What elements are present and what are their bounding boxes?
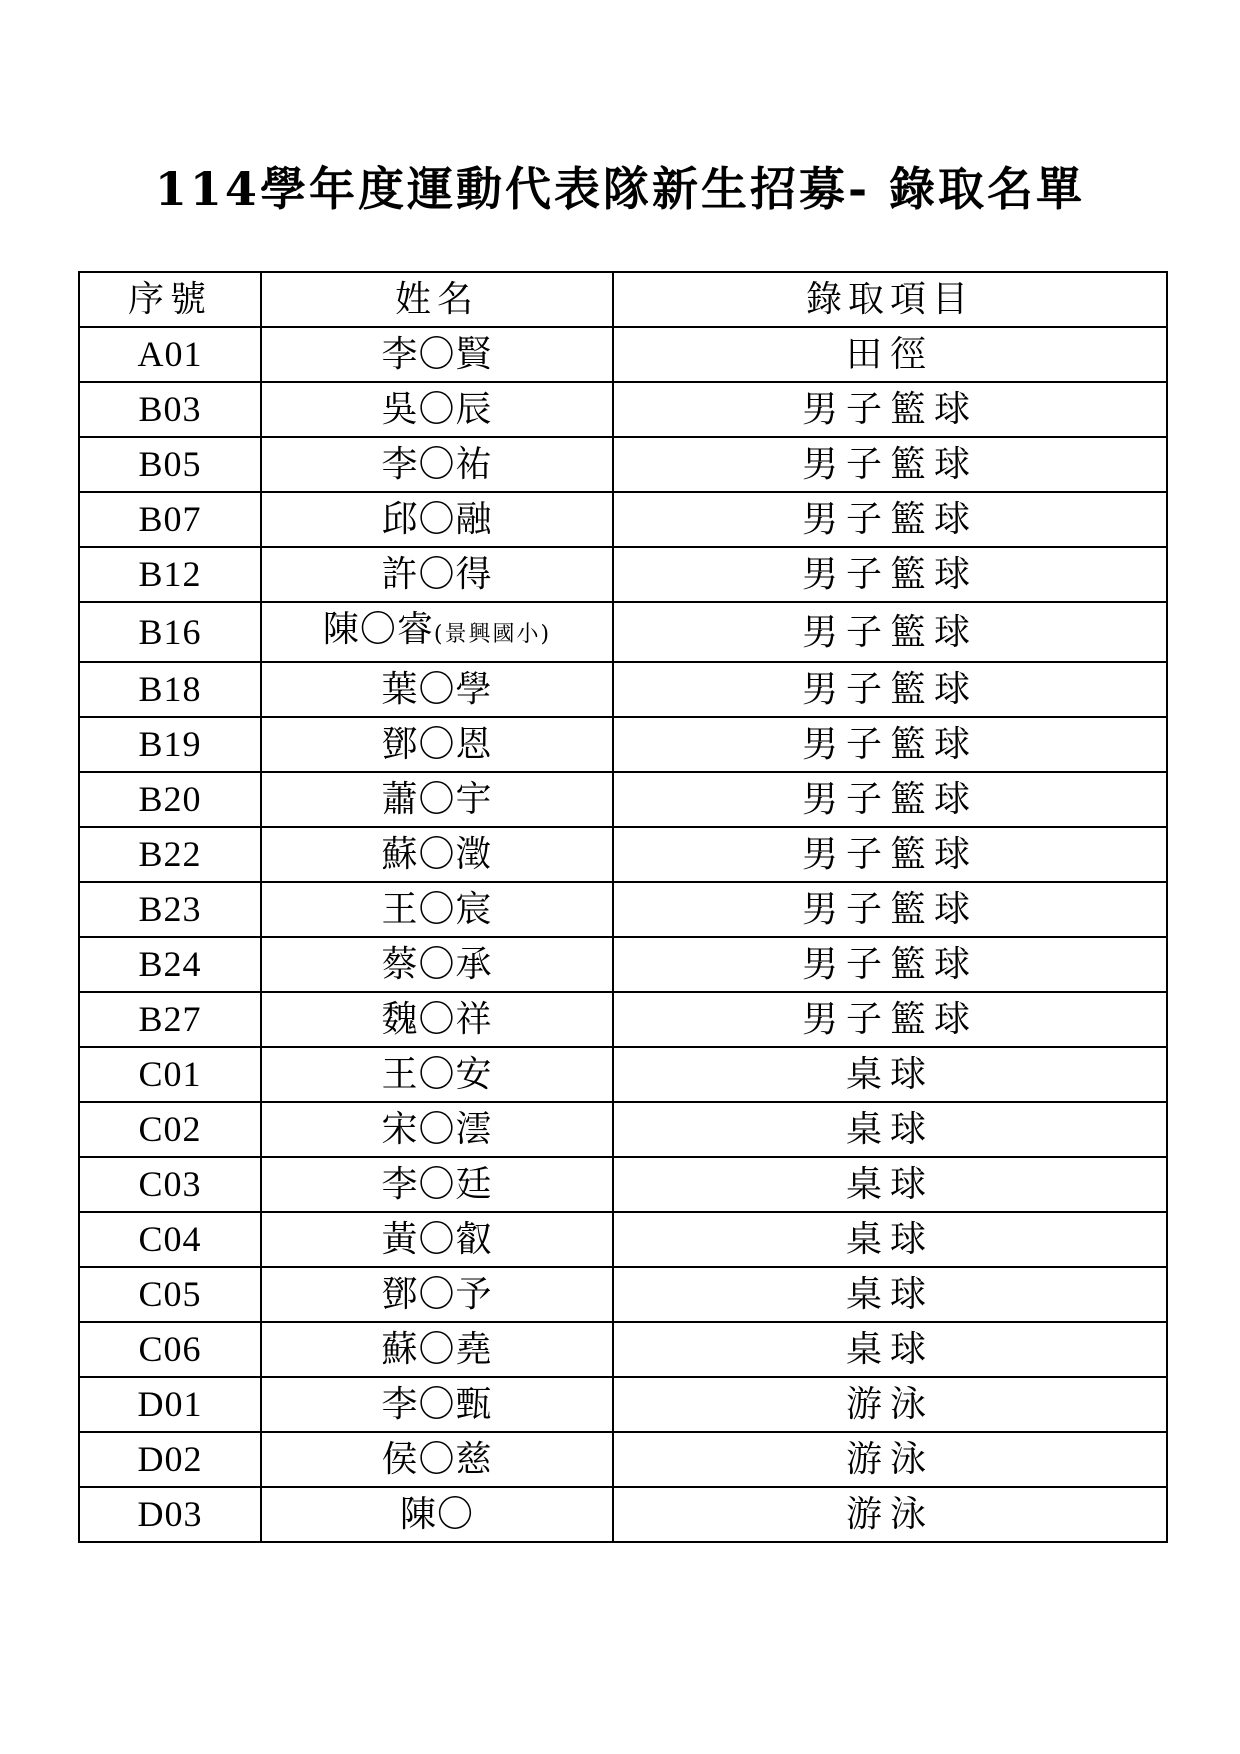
student-name: 陳〇睿	[322, 609, 434, 650]
name-cell	[261, 602, 613, 662]
serial-number-cell: C05	[79, 1267, 261, 1322]
student-name: 鄧〇予	[381, 1274, 493, 1315]
student-name: 蘇〇堯	[381, 1329, 493, 1370]
admitted-event-cell: 男子籃球	[613, 602, 1167, 662]
table-row	[79, 662, 1167, 717]
admitted-event-cell: 桌球	[613, 1267, 1167, 1322]
table-row	[79, 327, 1167, 382]
admitted-event-cell: 桌球	[613, 1157, 1167, 1212]
serial-number-cell: B16	[79, 602, 261, 662]
table-row	[79, 1377, 1167, 1432]
table-row	[79, 1212, 1167, 1267]
table-row	[79, 1047, 1167, 1102]
admitted-event-cell: 桌球	[613, 1047, 1167, 1102]
table-row	[79, 717, 1167, 772]
serial-number-cell: B20	[79, 772, 261, 827]
page-title: 114學年度運動代表隊新生招募- 錄取名單	[154, 161, 1086, 216]
serial-number-cell: C06	[79, 1322, 261, 1377]
admitted-event-cell: 男子籃球	[613, 437, 1167, 492]
student-name: 李〇甄	[381, 1384, 493, 1425]
admitted-event-cell: 男子籃球	[613, 772, 1167, 827]
student-name: 王〇宸	[381, 889, 493, 930]
name-cell	[261, 992, 613, 1047]
name-cell	[261, 1322, 613, 1377]
name-cell	[261, 1212, 613, 1267]
admitted-event-cell: 男子籃球	[613, 717, 1167, 772]
name-cell	[261, 437, 613, 492]
serial-number-cell: B23	[79, 882, 261, 937]
name-cell	[261, 327, 613, 382]
serial-number-cell: C04	[79, 1212, 261, 1267]
admitted-event-cell: 男子籃球	[613, 382, 1167, 437]
admitted-event-cell: 游泳	[613, 1432, 1167, 1487]
name-cell	[261, 547, 613, 602]
student-name: 陳〇	[399, 1494, 474, 1535]
admitted-event-cell: 男子籃球	[613, 827, 1167, 882]
name-cell	[261, 382, 613, 437]
table-row	[79, 1102, 1167, 1157]
admitted-event-cell: 男子籃球	[613, 662, 1167, 717]
table-row	[79, 602, 1167, 662]
student-name: 蘇〇澂	[381, 834, 493, 875]
admitted-event-cell: 男子籃球	[613, 492, 1167, 547]
serial-number-cell: B05	[79, 437, 261, 492]
admitted-event-cell: 男子籃球	[613, 937, 1167, 992]
admitted-event-cell: 游泳	[613, 1377, 1167, 1432]
name-cell	[261, 662, 613, 717]
name-cell	[261, 827, 613, 882]
table-row	[79, 937, 1167, 992]
admitted-event-cell: 男子籃球	[613, 882, 1167, 937]
student-name: 蕭〇宇	[381, 779, 493, 820]
serial-number-cell: D02	[79, 1432, 261, 1487]
student-name: 邱〇融	[381, 499, 493, 540]
serial-number-cell: B12	[79, 547, 261, 602]
name-cell	[261, 717, 613, 772]
student-school-note: (景興國小)	[433, 622, 552, 647]
table-row	[79, 1432, 1167, 1487]
student-name: 王〇安	[381, 1054, 493, 1095]
student-name: 李〇祐	[381, 444, 493, 485]
serial-number-cell: B18	[79, 662, 261, 717]
serial-number-cell: D01	[79, 1377, 261, 1432]
serial-number-cell: A01	[79, 327, 261, 382]
serial-number-cell: B03	[79, 382, 261, 437]
name-cell	[261, 1267, 613, 1322]
serial-number-cell: B24	[79, 937, 261, 992]
table-row	[79, 827, 1167, 882]
admitted-event-cell: 男子籃球	[613, 992, 1167, 1047]
table-row	[79, 772, 1167, 827]
admission-list-table	[78, 271, 1168, 1543]
table-row	[79, 382, 1167, 437]
admitted-event-cell: 游泳	[613, 1487, 1167, 1542]
header-serial-number: 序號	[79, 272, 261, 327]
table-row	[79, 437, 1167, 492]
serial-number-cell: D03	[79, 1487, 261, 1542]
serial-number-cell: B22	[79, 827, 261, 882]
serial-number-cell: C02	[79, 1102, 261, 1157]
serial-number-cell: B19	[79, 717, 261, 772]
student-name: 蔡〇承	[381, 944, 493, 985]
name-cell	[261, 1487, 613, 1542]
table-row	[79, 1157, 1167, 1212]
name-cell	[261, 1432, 613, 1487]
table-body	[79, 327, 1167, 1542]
header-admitted-event: 錄取項目	[613, 272, 1167, 327]
student-name: 鄧〇恩	[381, 724, 493, 765]
name-cell	[261, 937, 613, 992]
admitted-event-cell: 男子籃球	[613, 547, 1167, 602]
table-row	[79, 492, 1167, 547]
admitted-event-cell: 田徑	[613, 327, 1167, 382]
table-header-row	[79, 272, 1167, 327]
table-row	[79, 1322, 1167, 1377]
name-cell	[261, 882, 613, 937]
student-name: 李〇賢	[381, 334, 493, 375]
table-row	[79, 1487, 1167, 1542]
student-name: 宋〇澐	[381, 1109, 493, 1150]
name-cell	[261, 1047, 613, 1102]
admitted-event-cell: 桌球	[613, 1322, 1167, 1377]
student-name: 許〇得	[381, 554, 493, 595]
student-name: 魏〇祥	[381, 999, 493, 1040]
table-row	[79, 992, 1167, 1047]
serial-number-cell: B27	[79, 992, 261, 1047]
serial-number-cell: C03	[79, 1157, 261, 1212]
serial-number-cell: C01	[79, 1047, 261, 1102]
student-name: 侯〇慈	[381, 1439, 493, 1480]
header-name: 姓名	[261, 272, 613, 327]
student-name: 吳〇辰	[381, 389, 493, 430]
student-name: 李〇廷	[381, 1164, 493, 1205]
admitted-event-cell: 桌球	[613, 1212, 1167, 1267]
student-name: 葉〇學	[381, 669, 493, 710]
name-cell	[261, 492, 613, 547]
name-cell	[261, 772, 613, 827]
name-cell	[261, 1102, 613, 1157]
admitted-event-cell: 桌球	[613, 1102, 1167, 1157]
name-cell	[261, 1377, 613, 1432]
serial-number-cell: B07	[79, 492, 261, 547]
student-name: 黃〇叡	[381, 1219, 493, 1260]
name-cell	[261, 1157, 613, 1212]
table-row	[79, 882, 1167, 937]
table-row	[79, 547, 1167, 602]
table-row	[79, 1267, 1167, 1322]
